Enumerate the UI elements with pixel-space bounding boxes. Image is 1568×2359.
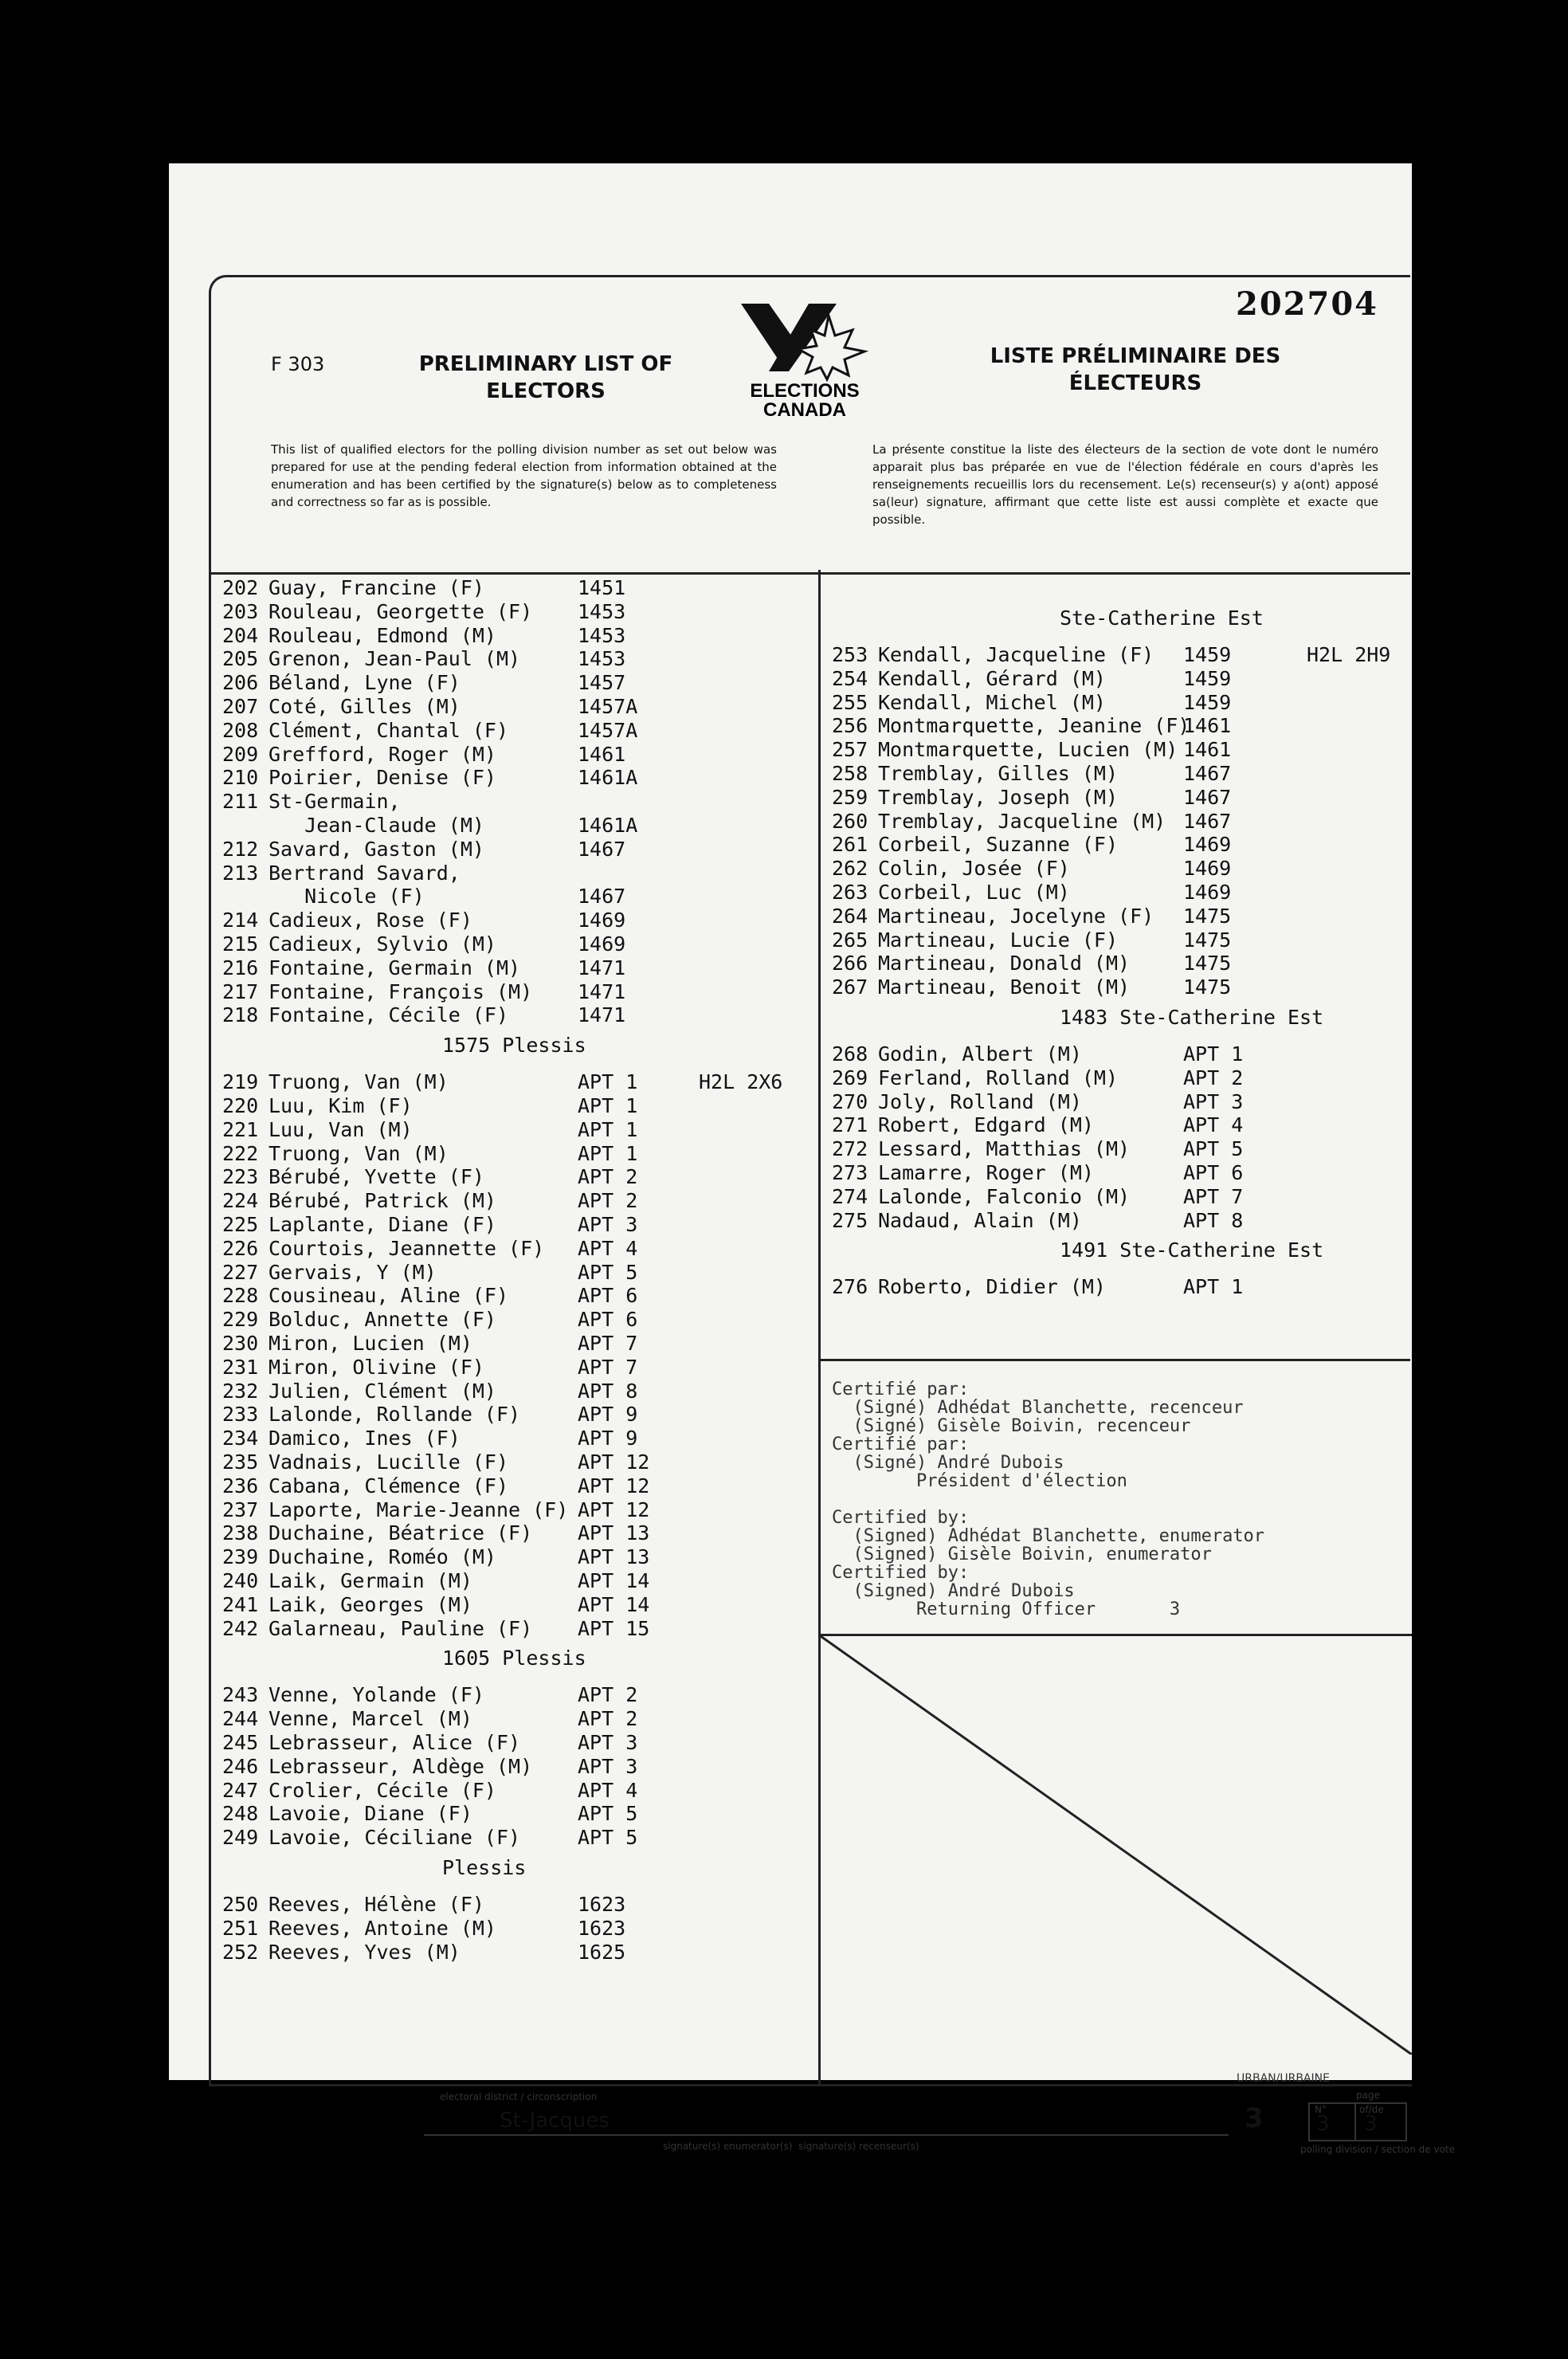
elector-name: Martineau, Donald (M): [878, 952, 1131, 975]
postal-code: H2L 2H9: [1307, 643, 1391, 666]
certification-line: Certified by:: [832, 1508, 970, 1528]
elector-number: 233: [222, 1403, 259, 1427]
elector-name: St-Germain,: [269, 790, 401, 814]
elector-name: Galarneau, Pauline (F): [269, 1616, 533, 1640]
elector-list-sheet: [169, 163, 1455, 2155]
elector-number: 226: [222, 1236, 259, 1260]
certification-line: (Signé) André Dubois: [832, 1453, 1064, 1473]
elector-address: APT 14: [578, 1569, 650, 1592]
elector-name: Kendall, Michel (M): [878, 690, 1106, 714]
elector-number: 267: [832, 975, 868, 999]
elector-address: 1457A: [578, 718, 638, 742]
elector-address: 1459: [1183, 643, 1232, 666]
left-elector-column: [209, 570, 825, 2084]
elector-address: 1453: [578, 647, 626, 671]
elector-name: Lavoie, Céciliane (F): [269, 1826, 521, 1850]
elector-address: APT 8: [1183, 1208, 1244, 1232]
elector-name: Venne, Marcel (M): [269, 1707, 472, 1731]
elector-address: APT 9: [578, 1403, 638, 1427]
elector-address: APT 5: [578, 1802, 638, 1826]
elector-name: Roberto, Didier (M): [878, 1275, 1106, 1299]
elector-number: 248: [222, 1802, 259, 1826]
elector-number: 208: [222, 718, 259, 742]
elector-name: Lebrasseur, Aldège (M): [269, 1754, 533, 1778]
certification-line: (Signed) Gisèle Boivin, enumerator: [832, 1545, 1212, 1564]
elector-address: 1461: [578, 742, 626, 766]
elector-address: 1453: [578, 623, 626, 647]
elector-number: 274: [832, 1184, 868, 1208]
elector-name: Tremblay, Gilles (M): [878, 762, 1119, 785]
title-english-line1: PRELIMINARY LIST OF: [418, 352, 673, 376]
elector-name: Crolier, Cécile (F): [269, 1778, 496, 1802]
elector-number: 243: [222, 1683, 259, 1707]
elector-number: 213: [222, 861, 259, 885]
elector-name: Damico, Ines (F): [269, 1427, 461, 1450]
elector-number: 209: [222, 742, 259, 766]
elector-address: APT 12: [578, 1450, 650, 1474]
elector-address: APT 2: [578, 1189, 638, 1213]
elector-address: APT 2: [578, 1165, 638, 1189]
elector-name: Miron, Olivine (F): [269, 1355, 484, 1379]
elector-name: Cadieux, Rose (F): [269, 909, 472, 932]
elector-name: Lamarre, Roger (M): [878, 1161, 1094, 1184]
elector-number: 250: [222, 1893, 259, 1916]
elector-address: 1623: [578, 1916, 626, 1940]
elector-address: 1469: [1183, 881, 1232, 904]
elector-number: 202: [222, 576, 259, 599]
elector-name: Colin, Josée (F): [878, 857, 1070, 881]
certification-line: (Signed) Adhédat Blanchette, enumerator: [832, 1526, 1265, 1546]
elector-number: 255: [832, 690, 868, 714]
elector-number: 245: [222, 1731, 259, 1754]
page-total: 3: [1364, 2112, 1378, 2136]
form-number: F 303: [271, 353, 325, 375]
form-footer: [209, 2072, 1455, 2158]
certification-line: Président d'élection: [832, 1471, 1127, 1491]
postal-code: H2L 2X6: [699, 1070, 783, 1094]
elector-address: 1467: [1183, 809, 1232, 833]
page-number: 3: [1316, 2112, 1330, 2136]
elector-address: 1453: [578, 599, 626, 623]
polling-division-label: polling division / section de vote: [1300, 2144, 1455, 2155]
elector-number: 220: [222, 1094, 259, 1117]
elector-address: 1461A: [578, 766, 638, 790]
elector-number: 269: [832, 1066, 868, 1089]
elector-address: 1471: [578, 979, 626, 1003]
elector-number: 219: [222, 1070, 259, 1094]
certification-block: [821, 1359, 1410, 1632]
svg-text:ELECTIONS: ELECTIONS: [750, 380, 860, 402]
elector-address: APT 1: [1183, 1275, 1244, 1299]
elector-name: Reeves, Antoine (M): [269, 1916, 496, 1940]
elector-name: Coté, Gilles (M): [269, 695, 461, 718]
elector-name: Duchaine, Roméo (M): [269, 1545, 496, 1569]
elector-address: APT 3: [578, 1754, 638, 1778]
elector-address: 1459: [1183, 690, 1232, 714]
elector-address: APT 4: [578, 1778, 638, 1802]
elector-number: 266: [832, 952, 868, 975]
elector-number: 211: [222, 790, 259, 814]
elector-name: Laplante, Diane (F): [269, 1213, 496, 1236]
elector-name: Montmarquette, Jeanine (F): [878, 714, 1190, 738]
elector-name: Montmarquette, Lucien (M): [878, 738, 1178, 762]
elector-address: APT 3: [578, 1731, 638, 1754]
elector-number: 276: [832, 1275, 868, 1299]
elector-name: Kendall, Jacqueline (F): [878, 643, 1154, 666]
title-french-line1: LISTE PRÉLIMINAIRE DES: [990, 344, 1281, 368]
blank-diagonal-box: [821, 1634, 1412, 2055]
elector-name: Clément, Chantal (F): [269, 718, 509, 742]
elector-address: APT 2: [1183, 1066, 1244, 1089]
street-heading: Ste-Catherine Est: [1060, 606, 1264, 630]
page-box-divider: [1354, 2104, 1356, 2140]
elector-number: 272: [832, 1137, 868, 1161]
elector-name: Guay, Francine (F): [269, 576, 484, 599]
elector-number: 217: [222, 979, 259, 1003]
elector-name: Fontaine, Cécile (F): [269, 1003, 509, 1027]
elector-address: APT 12: [578, 1497, 650, 1521]
elector-name: Lalonde, Rollande (F): [269, 1403, 521, 1427]
elector-name: Cabana, Clémence (F): [269, 1474, 509, 1497]
elector-address: APT 3: [1183, 1089, 1244, 1113]
elector-number: 262: [832, 857, 868, 881]
elector-address: 1451: [578, 576, 626, 599]
elector-name: Bérubé, Yvette (F): [269, 1165, 484, 1189]
elector-name: Reeves, Yves (M): [269, 1940, 461, 1964]
elector-name: Truong, Van (M): [269, 1141, 449, 1165]
elector-name: Lessard, Matthias (M): [878, 1137, 1131, 1161]
elector-address: APT 5: [578, 1826, 638, 1850]
elector-address: 1475: [1183, 975, 1232, 999]
elector-address: 1461: [1183, 738, 1232, 762]
elector-name: Bertrand Savard,: [269, 861, 461, 885]
elector-address: APT 3: [578, 1213, 638, 1236]
elector-address: APT 7: [1183, 1184, 1244, 1208]
elector-name: Miron, Lucien (M): [269, 1332, 472, 1355]
elector-name: Nicole (F): [269, 885, 425, 909]
elector-number: 225: [222, 1213, 259, 1236]
urban-label: URBAN/URBAINE: [1237, 2072, 1330, 2085]
elector-address: APT 1: [578, 1141, 638, 1165]
elector-address: APT 2: [578, 1683, 638, 1707]
elector-address: 1475: [1183, 928, 1232, 952]
elector-name: Truong, Van (M): [269, 1070, 449, 1094]
elector-number: 229: [222, 1308, 259, 1332]
elector-name: Ferland, Rolland (M): [878, 1066, 1119, 1089]
elector-number: 210: [222, 766, 259, 790]
elector-address: APT 1: [1183, 1042, 1244, 1066]
elector-number: 238: [222, 1521, 259, 1545]
elector-address: 1469: [1183, 833, 1232, 857]
elector-name: Venne, Yolande (F): [269, 1683, 484, 1707]
serial-number: 202704: [1236, 285, 1378, 323]
description-french: La présente constitue la liste des électeurs de la section de vote dont le numéro apparait plus bas préparée en vue de l'élection fédérale en cours d'après les renseignements recueillis lors du recensement. Le(s) recenseur(s) y a(ont) apposé sa(leur) signature, affirmant que cette liste est aussi complète et exacte que possible.: [872, 442, 1378, 527]
elector-number: 241: [222, 1592, 259, 1616]
diagonal-line: [821, 1636, 1412, 2055]
of-label: of/de: [1359, 2104, 1384, 2115]
elector-number: 212: [222, 837, 259, 861]
elector-name: Luu, Kim (F): [269, 1094, 413, 1117]
elector-name: Cadieux, Sylvio (M): [269, 932, 496, 956]
elector-number: 259: [832, 785, 868, 809]
elector-number: 222: [222, 1141, 259, 1165]
svg-text:CANADA: CANADA: [763, 399, 846, 419]
elector-name: Vadnais, Lucille (F): [269, 1450, 509, 1474]
elector-name: Lalonde, Falconio (M): [878, 1184, 1131, 1208]
title-french: [968, 343, 1303, 397]
elector-number: 273: [832, 1161, 868, 1184]
elector-number: 244: [222, 1707, 259, 1731]
elector-address: APT 13: [578, 1521, 650, 1545]
certification-line: Certifié par:: [832, 1435, 970, 1454]
certification-line: (Signed) André Dubois: [832, 1581, 1075, 1601]
elector-address: 1471: [578, 956, 626, 979]
page-box: [1308, 2102, 1407, 2141]
elector-number: 214: [222, 909, 259, 932]
elector-address: APT 6: [578, 1308, 638, 1332]
elector-address: 1469: [578, 909, 626, 932]
elector-name: Poirier, Denise (F): [269, 766, 496, 790]
elector-number: 224: [222, 1189, 259, 1213]
elector-name: Reeves, Hélène (F): [269, 1893, 484, 1916]
elector-address: 1475: [1183, 952, 1232, 975]
elector-number: 249: [222, 1826, 259, 1850]
district-value: St-Jacques: [500, 2109, 610, 2133]
elector-number: 275: [832, 1208, 868, 1232]
elector-name: Rouleau, Georgette (F): [269, 599, 533, 623]
elector-name: Corbeil, Luc (M): [878, 881, 1070, 904]
elector-address: 1461A: [578, 814, 638, 837]
elector-number: 254: [832, 666, 868, 690]
elector-number: 237: [222, 1497, 259, 1521]
elector-name: Julien, Clément (M): [269, 1379, 496, 1403]
title-english: [394, 351, 697, 405]
elector-name: Godin, Albert (M): [878, 1042, 1082, 1066]
elector-name: Martineau, Jocelyne (F): [878, 904, 1154, 928]
elector-number: 234: [222, 1427, 259, 1450]
elector-name: Cousineau, Aline (F): [269, 1284, 509, 1308]
elector-address: APT 4: [578, 1236, 638, 1260]
elector-number: 239: [222, 1545, 259, 1569]
elector-name: Robert, Edgard (M): [878, 1113, 1094, 1137]
elector-address: APT 5: [578, 1260, 638, 1284]
elector-name: Béland, Lyne (F): [269, 671, 461, 695]
elector-name: Savard, Gaston (M): [269, 837, 484, 861]
elector-number: 235: [222, 1450, 259, 1474]
elector-address: APT 1: [578, 1094, 638, 1117]
elector-address: 1461: [1183, 714, 1232, 738]
elector-address: 1467: [1183, 785, 1232, 809]
elector-address: 1467: [578, 837, 626, 861]
elector-number: 242: [222, 1616, 259, 1640]
elector-name: Gervais, Y (M): [269, 1260, 437, 1284]
elector-name: Bolduc, Annette (F): [269, 1308, 496, 1332]
elector-number: 258: [832, 762, 868, 785]
elector-address: APT 15: [578, 1616, 650, 1640]
title-english-line2: ELECTORS: [486, 379, 606, 403]
elector-name: Grefford, Roger (M): [269, 742, 496, 766]
elector-address: APT 6: [1183, 1161, 1244, 1184]
form-header: [209, 275, 1410, 575]
page-value: 3: [1245, 2102, 1264, 2134]
elections-canada-logo: [733, 300, 876, 419]
elector-number: 228: [222, 1284, 259, 1308]
signature-label: signature(s) enumerator(s) signature(s) recenseur(s): [663, 2141, 919, 2152]
elector-name: Laik, Germain (M): [269, 1569, 472, 1592]
elector-number: 264: [832, 904, 868, 928]
elector-address: APT 4: [1183, 1113, 1244, 1137]
elector-address: APT 9: [578, 1427, 638, 1450]
elector-name: Rouleau, Edmond (M): [269, 623, 496, 647]
elector-address: 1623: [578, 1893, 626, 1916]
elector-name: Corbeil, Suzanne (F): [878, 833, 1119, 857]
street-heading: Plessis: [442, 1856, 527, 1879]
elector-name: Laporte, Marie-Jeanne (F): [269, 1497, 569, 1521]
elector-number: 236: [222, 1474, 259, 1497]
elector-name: Jean-Claude (M): [269, 814, 484, 837]
elector-name: Martineau, Lucie (F): [878, 928, 1119, 952]
elector-name: Lavoie, Diane (F): [269, 1802, 472, 1826]
elector-name: Grenon, Jean-Paul (M): [269, 647, 521, 671]
elector-number: 246: [222, 1754, 259, 1778]
elector-number: 203: [222, 599, 259, 623]
elector-address: 1475: [1183, 904, 1232, 928]
elector-number: 231: [222, 1355, 259, 1379]
street-heading: 1575 Plessis: [442, 1034, 586, 1058]
elector-name: Martineau, Benoit (M): [878, 975, 1131, 999]
elector-name: Tremblay, Jacqueline (M): [878, 809, 1166, 833]
elector-number: 271: [832, 1113, 868, 1137]
elector-address: APT 2: [578, 1707, 638, 1731]
elector-name: Luu, Van (M): [269, 1117, 413, 1141]
elector-address: APT 1: [578, 1117, 638, 1141]
elector-number: 207: [222, 695, 259, 718]
elector-address: 1469: [578, 932, 626, 956]
elector-number: 221: [222, 1117, 259, 1141]
elector-address: 1469: [1183, 857, 1232, 881]
signature-line: [424, 2134, 1229, 2136]
elector-address: APT 6: [578, 1284, 638, 1308]
elector-number: 227: [222, 1260, 259, 1284]
elector-address: 1459: [1183, 666, 1232, 690]
elector-number: 204: [222, 623, 259, 647]
elector-number: 218: [222, 1003, 259, 1027]
elector-address: APT 7: [578, 1355, 638, 1379]
elector-name: Kendall, Gérard (M): [878, 666, 1106, 690]
elector-number: 216: [222, 956, 259, 979]
certification-line: Certifié par:: [832, 1380, 970, 1399]
description-english: This list of qualified electors for the polling division number as set out below was prepared for use at the pending federal election from information obtained at the enumeration and has been certified by the signature(s) below as to completeness and correctness so far as is possible.: [271, 442, 777, 509]
elector-number: 240: [222, 1569, 259, 1592]
elector-name: Laik, Georges (M): [269, 1592, 472, 1616]
elector-address: APT 12: [578, 1474, 650, 1497]
elector-number: 230: [222, 1332, 259, 1355]
elector-number: 268: [832, 1042, 868, 1066]
elector-name: Lebrasseur, Alice (F): [269, 1731, 521, 1754]
elector-number: 260: [832, 809, 868, 833]
elector-name: Fontaine, François (M): [269, 979, 533, 1003]
elector-number: 252: [222, 1940, 259, 1964]
elector-address: APT 1: [578, 1070, 638, 1094]
elector-number: 232: [222, 1379, 259, 1403]
elector-address: 1467: [1183, 762, 1232, 785]
street-heading: 1491 Ste-Catherine Est: [1060, 1238, 1324, 1262]
elector-name: Tremblay, Joseph (M): [878, 785, 1119, 809]
page-label: page: [1356, 2090, 1380, 2101]
elector-name: Bérubé, Patrick (M): [269, 1189, 496, 1213]
certification-line: (Signé) Adhédat Blanchette, recenceur: [832, 1398, 1244, 1418]
elector-number: 263: [832, 881, 868, 904]
elector-address: APT 8: [578, 1379, 638, 1403]
elector-number: 206: [222, 671, 259, 695]
elector-address: 1457A: [578, 695, 638, 718]
elector-number: 257: [832, 738, 868, 762]
elector-address: APT 14: [578, 1592, 650, 1616]
certification-line: Returning Officer 3: [832, 1599, 1181, 1619]
certification-line: Certified by:: [832, 1563, 970, 1583]
title-french-line2: ÉLECTEURS: [1068, 371, 1202, 395]
elector-address: APT 13: [578, 1545, 650, 1569]
elector-number: 261: [832, 833, 868, 857]
elector-number: 253: [832, 643, 868, 666]
elector-name: Duchaine, Béatrice (F): [269, 1521, 533, 1545]
elector-number: 205: [222, 647, 259, 671]
elector-address: 1467: [578, 885, 626, 909]
elector-number: 215: [222, 932, 259, 956]
elector-name: Joly, Rolland (M): [878, 1089, 1082, 1113]
elector-address: 1471: [578, 1003, 626, 1027]
elector-name: Courtois, Jeannette (F): [269, 1236, 545, 1260]
elector-address: 1457: [578, 671, 626, 695]
district-label: electoral district / circonscription: [440, 2091, 598, 2102]
elector-address: 1625: [578, 1940, 626, 1964]
no-label: N°: [1315, 2104, 1327, 2115]
elector-number: 251: [222, 1916, 259, 1940]
certification-line: (Signé) Gisèle Boivin, recenceur: [832, 1416, 1191, 1436]
elector-number: 256: [832, 714, 868, 738]
elector-name: Fontaine, Germain (M): [269, 956, 521, 979]
elector-number: 265: [832, 928, 868, 952]
elector-number: 247: [222, 1778, 259, 1802]
elector-number: 270: [832, 1089, 868, 1113]
elector-name: Nadaud, Alain (M): [878, 1208, 1082, 1232]
elector-address: APT 5: [1183, 1137, 1244, 1161]
street-heading: 1483 Ste-Catherine Est: [1060, 1006, 1324, 1029]
elector-address: APT 7: [578, 1332, 638, 1355]
elector-number: 223: [222, 1165, 259, 1189]
street-heading: 1605 Plessis: [442, 1647, 586, 1670]
